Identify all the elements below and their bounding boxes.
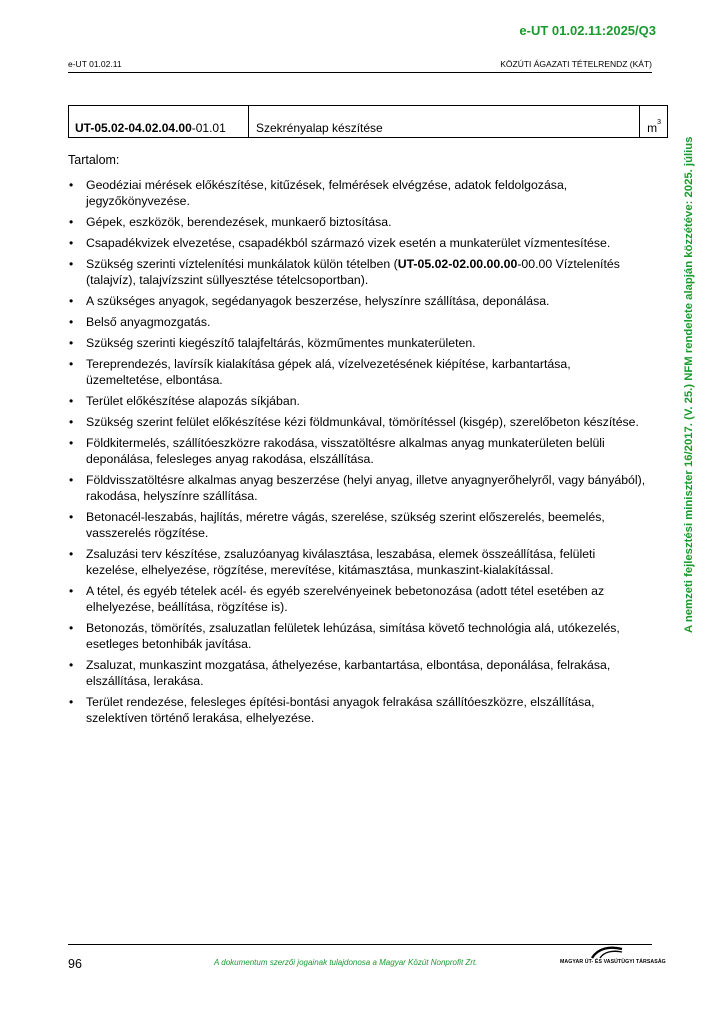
header-divider — [68, 72, 652, 73]
header-left: e-UT 01.02.11 — [68, 59, 122, 69]
list-item: • Gépek, eszközök, berendezések, munkaerő biztosítása. — [69, 215, 392, 229]
list-item: • Geodéziai mérések előkészítése, kitűzések, felmérések elvégzése, adatok feldolgozása, jegyzőkönyvezése. — [69, 178, 568, 208]
road-logo-icon — [590, 946, 624, 959]
contents-label: Tartalom: — [68, 153, 120, 167]
list-item: • Szükség szerint felület előkészítése kézi földmunkával, tömörítéssel (kisgép), szerelőbeton készítése. — [69, 415, 639, 429]
list-item: • Földkitermelés, szállítóeszközre rakodása, visszatöltésre alkalmas anyag munkaterületen belüli deponálása, felesleges anyag rakodása, elszállítása. — [69, 436, 605, 466]
list-item: • Zsaluzat, munkaszint mozgatása, áthelyezése, karbantartása, elbontása, deponálása, felrakása, elszállítása, lerakása. — [69, 658, 611, 688]
item-unit: $m^3$ — [639, 106, 667, 137]
contents-list — [68, 177, 648, 731]
page-number: 96 — [68, 957, 82, 971]
list-item: • Betonacél-leszabás, hajlítás, méretre vágás, szerelése, szükség szerint előszerelés, beemelés, vasszerelés rögzítése. — [69, 510, 605, 540]
side-publication-note: A nemzeti fejlesztési miniszter 16/2017. (V. 25.) NFM rendelete alapján közzétéve: 2025. július — [683, 136, 695, 633]
list-item: • Terület rendezése, felesleges építési-bontási anyagok felrakása szállítóeszközre, elszállítása, szelektíven történő lerakása, elhelyezése. — [69, 695, 595, 725]
document-id: e-UT 01.02.11:2025/Q3 — [519, 23, 656, 38]
list-item: • Terület előkészítése alapozás síkjában. — [69, 394, 300, 408]
list-item: • Tereprendezés, lavírsík kialakítása gépek alá, vízelvezetésének kiépítése, karbantartása, üzemeltetése, elbontása. — [69, 357, 571, 387]
list-item: • Csapadékvizek elvezetése, csapadékból származó vizek esetén a munkaterület vízmentesítése. — [69, 236, 611, 250]
list-item: • Zsaluzási terv készítése, zsaluzóanyag kiválasztása, leszabása, elemek összeállítása, felületi kezelése, elhelyezése, rögzítése, merevítése, kitámasztása, munkaszint-kialakítással. — [69, 547, 596, 577]
list-item: • Belső anyagmozgatás. — [69, 315, 211, 329]
item-header-table — [68, 105, 668, 138]
item-name: Szekrényalap készítése — [256, 121, 383, 135]
footer-divider — [68, 944, 652, 945]
list-item: • Szükség szerinti kiegészítő talajfeltárás, közműmentes munkaterületen. — [69, 336, 476, 350]
copyright-notice: A dokumentum szerzői jogainak tulajdonosa a Magyar Közút Nonprofit Zrt. — [214, 958, 478, 967]
logo-text: MAGYAR ÚT- ÉS VASÚTÜGYI TÁRSASÁG — [560, 959, 666, 965]
list-item: • Földvisszatöltésre alkalmas anyag beszerzése (helyi anyag, illetve anyagnyerőhelyről, vagy bányából), rakodása, helyszínre szállítása. — [69, 473, 646, 503]
list-item: • A szükséges anyagok, segédanyagok beszerzése, helyszínre szállítása, deponálása. — [69, 294, 550, 308]
publisher-logo — [560, 946, 666, 970]
list-item: • Betonozás, tömörítés, zsaluzatlan felületek lehúzása, simítása követő technológia alá, utókezelés, esetleges betonhibák javítása. — [69, 621, 620, 651]
header-right: KÖZÚTI ÁGAZATI TÉTELRENDZ (KÁT) — [500, 59, 652, 69]
item-code: UT-05.02-04.02.04.00-01.01 — [69, 106, 249, 137]
list-item: • A tétel, és egyéb tételek acél- és egyéb szerelvényeinek bebetonozása (adott tétel esetében az elhelyezése, beállítása, rögzítése is). — [69, 584, 605, 614]
list-item: • Szükség szerinti víztelenítési munkálatok külön tételben (UT-05.02-02.00.00.00-00.00 Víztelenítés (talajvíz), talajvízszint süllyesztése tételcsoportban). — [69, 257, 620, 287]
